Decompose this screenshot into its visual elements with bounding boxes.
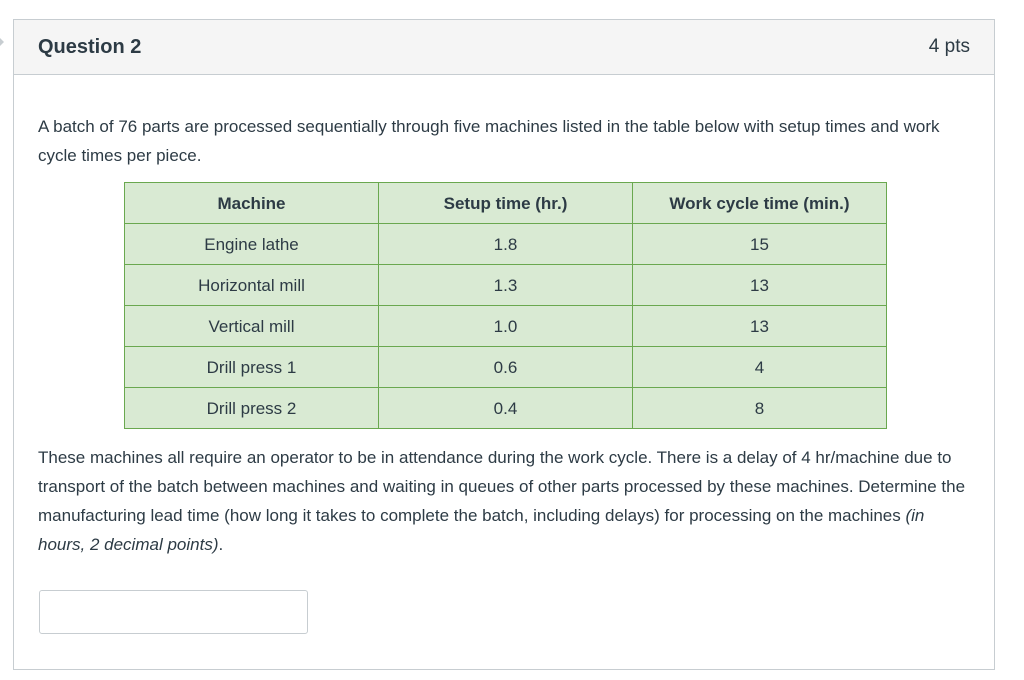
question-marker-icon xyxy=(0,38,4,46)
table-cell-machine: Drill press 2 xyxy=(125,388,379,429)
question-prompt-end: . xyxy=(218,535,224,554)
machine-table xyxy=(124,182,887,429)
table-cell-machine: Vertical mill xyxy=(125,306,379,347)
table-cell-work-cycle-time: 13 xyxy=(633,306,887,347)
question-header xyxy=(14,20,994,75)
table-cell-setup-time: 0.6 xyxy=(379,347,633,388)
question-card xyxy=(13,19,995,670)
table-cell-work-cycle-time: 4 xyxy=(633,347,887,388)
table-header-work-cycle-time: Work cycle time (min.) xyxy=(633,183,887,224)
table-cell-machine: Engine lathe xyxy=(125,224,379,265)
table-row xyxy=(125,388,887,429)
table-row xyxy=(125,224,887,265)
question-prompt-text: These machines all require an operator to be in attendance during the work cycle. There is a delay of 4 hr/machine due to transport of the batch between machines and waiting in queues of other parts processed by these machines. Determine the manufacturing lead time (how long it takes to complete the batch, including delays) for processing on the machines xyxy=(38,448,966,525)
answer-input[interactable] xyxy=(39,590,308,634)
table-header-row xyxy=(125,183,887,224)
table-row xyxy=(125,265,887,306)
table-cell-work-cycle-time: 8 xyxy=(633,388,887,429)
question-points: 4 pts xyxy=(928,36,970,57)
table-cell-setup-time: 1.0 xyxy=(379,306,633,347)
question-prompt-emphasis: (in hours, 2 decimal points) xyxy=(38,506,925,554)
table-cell-machine: Drill press 1 xyxy=(125,347,379,388)
table-header-machine: Machine xyxy=(125,183,379,224)
table-row xyxy=(125,306,887,347)
question-intro: A batch of 76 parts are processed sequentially through five machines listed in the table below with setup times and work cycle times per piece. xyxy=(38,117,940,165)
table-header-setup-time: Setup time (hr.) xyxy=(379,183,633,224)
question-prompt xyxy=(38,443,970,559)
table-cell-setup-time: 0.4 xyxy=(379,388,633,429)
table-cell-work-cycle-time: 15 xyxy=(633,224,887,265)
table-cell-setup-time: 1.3 xyxy=(379,265,633,306)
table-row xyxy=(125,347,887,388)
table-cell-work-cycle-time: 13 xyxy=(633,265,887,306)
question-body xyxy=(14,75,994,559)
table-cell-machine: Horizontal mill xyxy=(125,265,379,306)
table-cell-setup-time: 1.8 xyxy=(379,224,633,265)
question-title: Question 2 xyxy=(38,35,142,58)
